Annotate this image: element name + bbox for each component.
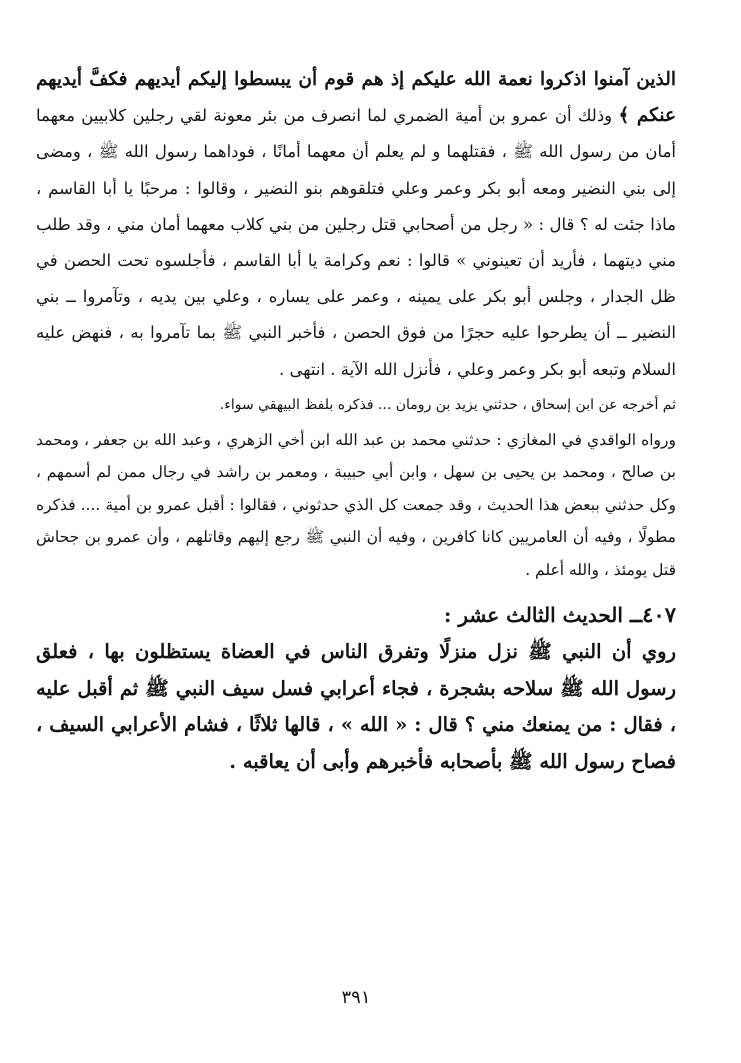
book-page xyxy=(36,62,676,1042)
hadith-heading xyxy=(36,598,676,632)
hadith-title: الحديث الثالث عشر : xyxy=(444,603,630,628)
quran-quote: الذين آمنوا اذكروا نعمة الله عليكم إذ هم قوم أن يبسطوا إليكم أيديهم فكفَّ أيديهم عنكم ﴾ xyxy=(36,69,677,127)
hadith-number: ٤٠٧ــ xyxy=(629,602,676,628)
narrative-text: وذلك أن عمرو بن أمية الضمري لما انصرف من بئر معونة لقي رجلين كلابيين معهما أمان من رسول الله ﷺ ، فقتلهما و لم يعلم أن معهما أمانًا ، فوداهما رسول الله ﷺ ، ومضى إلى بني النضير ومعه أبو بكر وعمر وعلي فتلقوهم بنو النضير ، وقالوا : مرحبًا يا أبا القاسم ، ماذا جئت له ؟ قال : « رجل من أصحابي قتل رجلين من بني كلاب معهما أمان مني ، وقد طلب مني ديتهما ، فأريد أن تعينوني » قالوا : نعم وكرامة يا أبا القاسم ، فأجلسوه تحت الحصن في ظل الجدار ، وجلس أبو بكر على يمينه ، وعمر على يساره ، وعلي بين يديه ، وتآمروا ــ بني النضير ــ أن يطرحوا عليه حجرًا من فوق الحصن ، فأخبر النبي ﷺ بما تآمروا به ، فنهض عليه السلام وتبعه أبو بكر وعمر وعلي ، فأنزل الله الآية . انتهى . xyxy=(36,106,676,379)
hadith-text: روي أن النبي ﷺ نزل منزلًا وتفرق الناس في العضاة يستظلون بها ، فعلق رسول الله ﷺ سلاحه بشجرة ، فجاء أعرابي فسل سيف النبي ﷺ ثم أقبل عليه ، فقال : من يمنعك مني ؟ قال : « الله » ، قالها ثلاثًا ، فشام الأعرابي السيف ، فصاح رسول الله ﷺ بأصحابه فأخبرهم وأبى أن يعاقبه . xyxy=(36,640,676,773)
source-note: ثم أخرجه عن ابن إسحاق ، حدثني يزيد بن رومان ... فذكره بلفظ البيهقي سواء. xyxy=(219,396,676,413)
page-number: ٣٩١ xyxy=(341,987,371,1008)
commentary-paragraph xyxy=(36,62,676,388)
waqidi-paragraph: ورواه الواقدي في المغازي : حدثني محمد بن عبد الله ابن أخي الزهري ، وعبد الله بن جعفر ، ومحمد بن صالح ، ومحمد بن يحيى بن سهل ، وابن أبي حبيبة ، ومعمر بن راشد في رجال ممن لم أسمهم ، وكل حدثني ببعض هذا الحديث ، وقد جمعت كل الذي حدثوني ، فقالوا : أقبل عمرو بن أمية .... فذكره مطولًا ، وفيه أن العامريين كانا كافرين ، وفيه أن النبي ﷺ رجع إليهم وقاتلهم ، وأن عمرو بن جحاش قتل يومئذ ، والله أعلم . xyxy=(36,430,676,579)
